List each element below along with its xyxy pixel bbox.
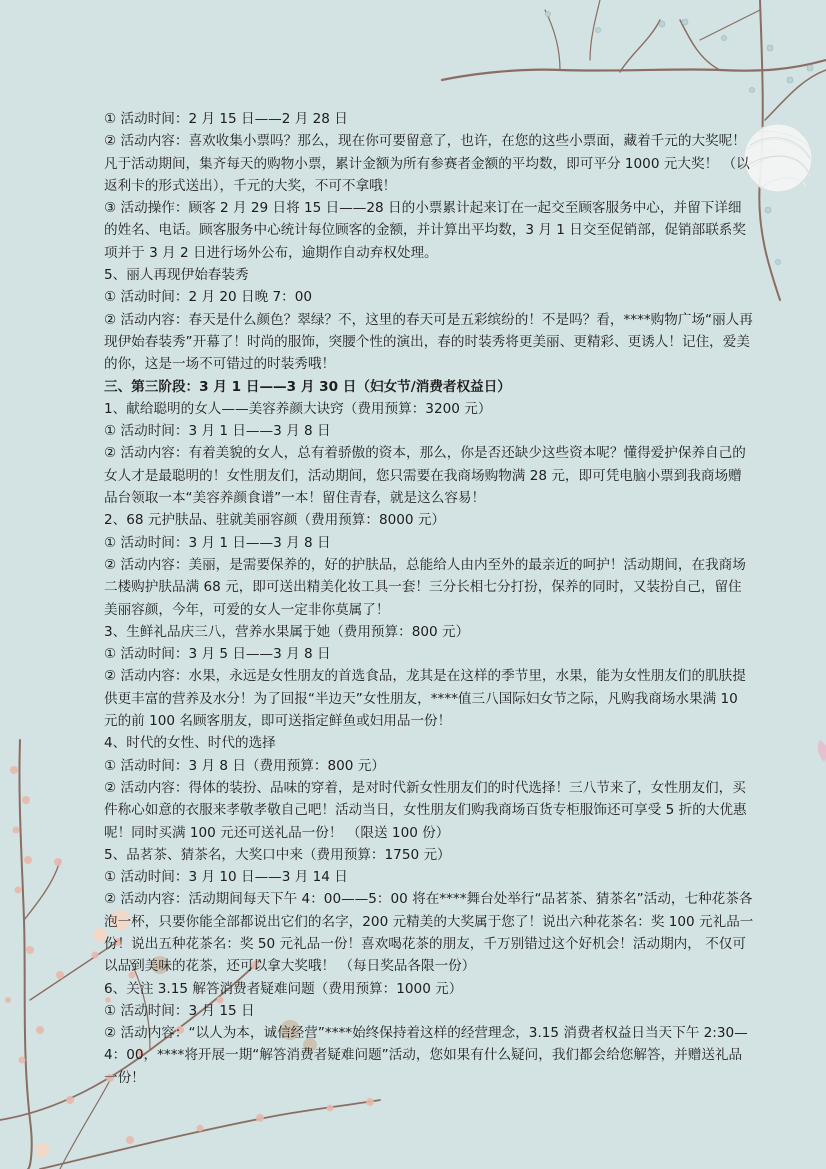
- paragraph: ② 活动内容：喜欢收集小票吗？那么，现在你可要留意了，也许，在您的这些小票面，藏着千元的大奖呢！ 凡于活动期间，集齐每天的购物小票，累计金额为所有参赛者金额的平均数，即可平分 1000 元大奖！ （以返利卡的形式送出），千元的大奖，不可不拿哦！: [104, 133, 751, 194]
- paragraph: ③ 活动操作：顾客 2 月 29 日将 15 日——28 日的小票累计起来订在一起交至顾客服务中心，并留下详细的姓名、电话。顾客服务中心统计每位顾客的金额，并计算出平均数，3 月 1 日交至促销部，促销部联系奖项并于 3 月 2 日进行场外公布，逾期作自动弃权处理。: [104, 200, 746, 261]
- document-body: [104, 108, 754, 1089]
- paragraph: ① 活动时间：3 月 1 日——3 月 8 日: [104, 534, 331, 551]
- paragraph: ① 活动时间：3 月 15 日: [104, 1002, 255, 1019]
- section-item-title: 1、献给聪明的女人——美容养颜大诀窍（费用预算：3200 元）: [104, 400, 492, 417]
- paragraph: ② 活动内容：水果，永远是女性朋友的首选食品，龙其是在这样的季节里，水果，能为女性朋友们的肌肤提供更丰富的营养及水分！为了回报“半边天”女性朋友，****值三八国际妇女节之际，凡购我商场水果满 10 元的前 100 名顾客朋友，即可送指定鲜鱼或妇用品一份！: [104, 668, 746, 730]
- paragraph: ② 活动内容：春天是什么颜色？翠绿？不，这里的春天可是五彩缤纷的！不是吗？看，****购物广场“丽人再现伊始春装秀”开幕了！时尚的服饰，突腰个性的演出，春的时装秀将更美丽、更精彩、更诱人！记住，爱美的你，这是一场不可错过的时装秀哦！: [104, 311, 753, 373]
- section-heading: 三、第三阶段：3 月 1 日——3 月 30 日（妇女节/消费者权益日）: [104, 378, 511, 395]
- paragraph: ② 活动内容：美丽，是需要保养的，好的护肤品，总能给人由内至外的最亲近的呵护！活动期间，在我商场二楼购护肤品满 68 元，即可送出精美化妆工具一套！三分长相七分打扮，保养的同时，又装扮自己，留住美丽容颜，今年，可爱的女人一定非你莫属了！: [104, 556, 746, 618]
- paragraph: ② 活动内容：有着美貌的女人，总有着骄傲的资本，那么，你是否还缺少这些资本呢？懂得爱护保养自己的女人才是最聪明的！女性朋友们，活动期间，您只需要在我商场购物满 28 元，即可凭电脑小票到我商场赠品台领取一本“美容养颜食谱”一本！留住青春，就是这么容易！: [104, 445, 746, 507]
- paragraph: ① 活动时间：3 月 1 日——3 月 8 日: [104, 423, 331, 440]
- paragraph: ① 活动时间：3 月 5 日——3 月 8 日: [104, 646, 331, 663]
- section-item-title: 6、关注 3.15 解答消费者疑难问题（费用预算：1000 元）: [104, 980, 463, 997]
- paragraph: ① 活动时间：2 月 20 日晚 7：00: [104, 289, 313, 306]
- section-item-title: 2、68 元护肤品、驻就美丽容颜（费用预算：8000 元）: [104, 512, 446, 529]
- section-item-title: 5、品茗茶、猜茶名，大奖口中来（费用预算：1750 元）: [104, 846, 451, 863]
- section-item-title: 3、生鲜礼品庆三八，营养水果属于她（费用预算：800 元）: [104, 623, 470, 640]
- paragraph: ① 活动时间：3 月 8 日（费用预算：800 元）: [104, 757, 385, 774]
- paragraph: ② 活动内容：得体的装扮、品味的穿着，是对时代新女性朋友们的时代选择！三八节来了，女性朋友们，买件称心如意的衣服来孝敬孝敬自己吧！活动当日，女性朋友们购我商场百货专柜服饰还可享受 5 折的大优惠呢！同时买满 100 元还可送礼品一份！ （限送 100 份）: [104, 779, 747, 841]
- section-item-title: 4、时代的女性、时代的选择: [104, 735, 276, 752]
- paragraph: ① 活动时间：2 月 15 日——2 月 28 日: [104, 111, 348, 127]
- paragraph: ② 活动内容：活动期间每天下午 4：00——5：00 将在****舞台处举行“品茗茶、猜茶名”活动，七种花茶各泡一杯，只要你能全部都说出它们的名字，200 元精美的大奖属于您了！说出六种花茶名：奖 100 元礼品一份！说出五种花茶名：奖 50 元礼品一份！喜欢喝花茶的朋友，千万别错过这个好机会！活动期内， 不仅可以品到美味的花茶，还可以拿大奖哦！ （每日奖品各限一份）: [104, 891, 754, 975]
- paragraph: ② 活动内容：“以人为本，诚信经营”****始终保持着这样的经营理念，3.15 消费者权益日当天下午 2:30—4：00，****将开展一期“解答消费者疑难问题”活动，您如果有什么疑问，我们都会给您解答，并赠送礼品一份！: [104, 1025, 748, 1086]
- section-item-title: 5、丽人再现伊始春装秀: [104, 267, 249, 284]
- paragraph: ① 活动时间：3 月 10 日——3 月 14 日: [104, 869, 348, 886]
